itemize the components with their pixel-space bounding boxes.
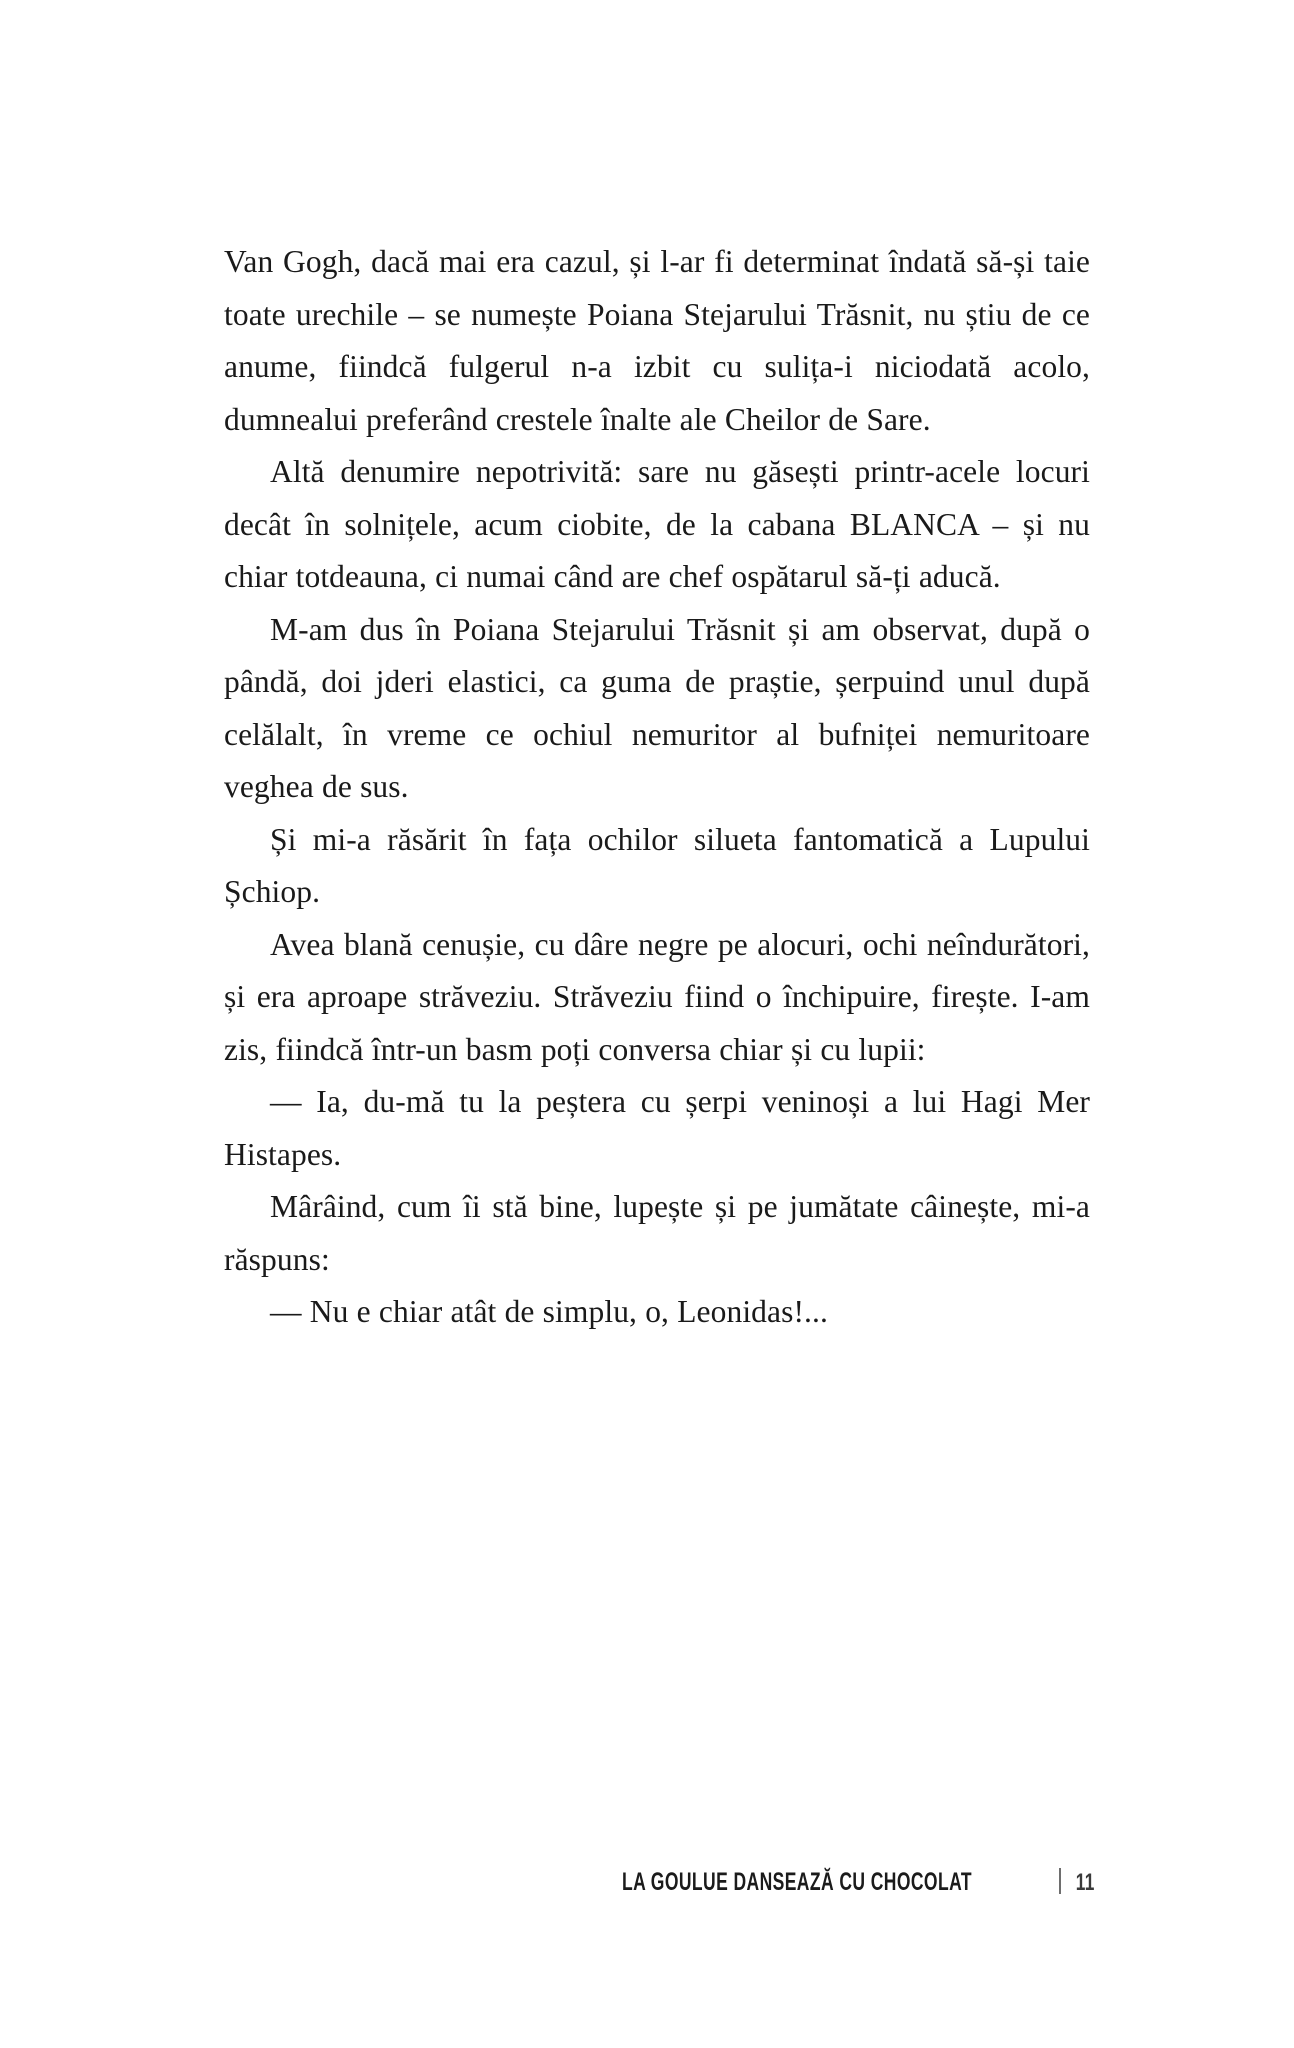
page-number: 11 [1075, 1868, 1095, 1896]
running-title: LA GOULUE DANSEAZĂ CU CHOCOLAT [622, 1867, 973, 1896]
paragraph: Altă denumire nepotrivită: sare nu găsești printr-acele locuri decât în solnițele, acum ciobite, de la cabana BLANCA – și nu chiar totdeauna, ci numai când are chef ospătarul să-ți aducă. [224, 454, 1090, 594]
paragraph: Mârâind, cum îi stă bine, lupește și pe jumătate câinește, mi-a răspuns: [224, 1189, 1090, 1277]
paragraph: — Ia, du-mă tu la peștera cu șerpi veninoși a lui Hagi Mer Histapes. [224, 1084, 1090, 1172]
paragraph: — Nu e chiar atât de simplu, o, Leonidas!... [270, 1294, 828, 1329]
footer-inner [547, 1864, 1098, 1897]
paragraph: Van Gogh, dacă mai era cazul, și l-ar fi determinat îndată să-și taie toate urechile – se numește Poiana Stejarului Trăsnit, nu știu de ce anume, fiindcă fulgerul n-a izbit cu sulița-i niciodată acolo, dumnealui preferând crestele înalte ale Cheilor de Sare. [224, 244, 1090, 437]
page-text-block [224, 236, 1090, 1339]
paragraph: Avea blană cenușie, cu dâre negre pe alocuri, ochi neîndurători, și era aproape străveziu. Străveziu fiind o închipuire, firește. I-am zis, fiindcă într-un basm poți conversa chiar și cu lupii: [224, 926, 1090, 1067]
paragraph: M-am dus în Poiana Stejarului Trăsnit și am observat, după o pândă, doi jderi elastici, ca guma de praștie, șerpuind unul după celălalt, în vreme ce ochiul nemuritor al bufniței nemuritoare veghea de sus. [224, 611, 1090, 804]
page-footer [0, 1857, 1294, 1903]
paragraph: Și mi-a răsărit în fața ochilor silueta fantomatică a Lupului Șchiop. [224, 821, 1090, 909]
footer-separator [1059, 1868, 1061, 1894]
